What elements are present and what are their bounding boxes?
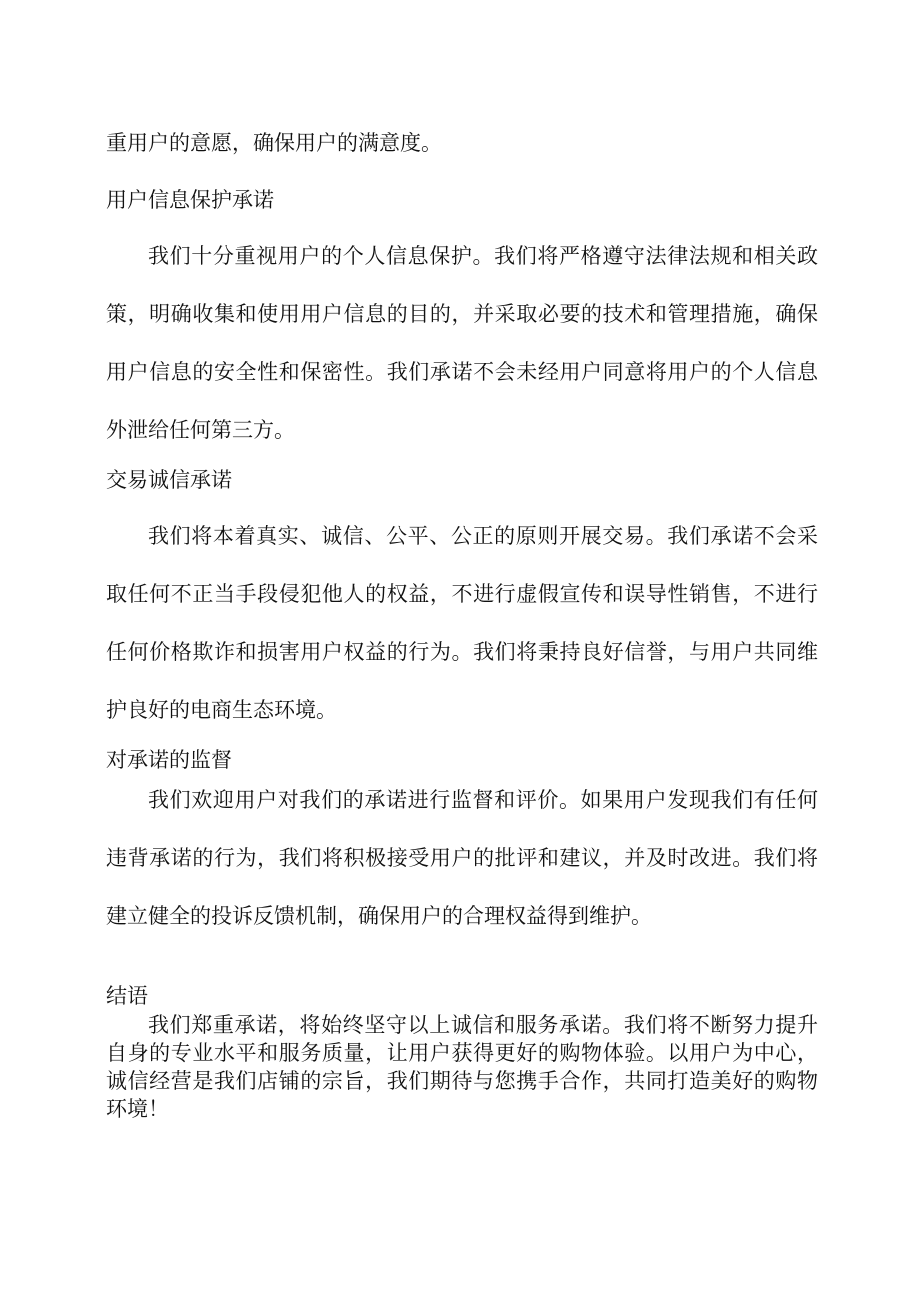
continuation-paragraph: 重用户的意愿，确保用户的满意度。 — [106, 131, 442, 155]
section-body-conclusion: 我们郑重承诺，将始终坚守以上诚信和服务承诺。我们将不断努力提升自身的专业水平和服务质量，让用户获得更好的购物体验。以用户为中心，诚信经营是我们店铺的宗旨，我们期待与您携手合作，共同打造美好的购物环境！ — [106, 1013, 818, 1121]
section-heading-privacy: 用户信息保护承诺 — [106, 188, 274, 212]
section-body-trade-integrity: 我们将本着真实、诚信、公平、公正的原则开展交易。我们承诺不会采取任何不正当手段侵犯他人的权益，不进行虚假宣传和误导性销售，不进行任何价格欺诈和损害用户权益的行为。我们将秉持良好信誉，与用户共同维护良好的电商生态环境。 — [106, 524, 818, 722]
section-body-supervision: 我们欢迎用户对我们的承诺进行监督和评价。如果用户发现我们有任何违背承诺的行为，我们将积极接受用户的批评和建议，并及时改进。我们将建立健全的投诉反馈机制，确保用户的合理权益得到维护。 — [106, 788, 818, 928]
section-body-privacy: 我们十分重视用户的个人信息保护。我们将严格遵守法律法规和相关政策，明确收集和使用用户信息的目的，并采取必要的技术和管理措施，确保用户信息的安全性和保密性。我们承诺不会未经用户同意将用户的个人信息外泄给任何第三方。 — [106, 244, 818, 442]
section-heading-supervision: 对承诺的监督 — [106, 748, 232, 772]
section-heading-trade-integrity: 交易诚信承诺 — [106, 468, 232, 492]
section-heading-conclusion: 结语 — [106, 984, 148, 1008]
